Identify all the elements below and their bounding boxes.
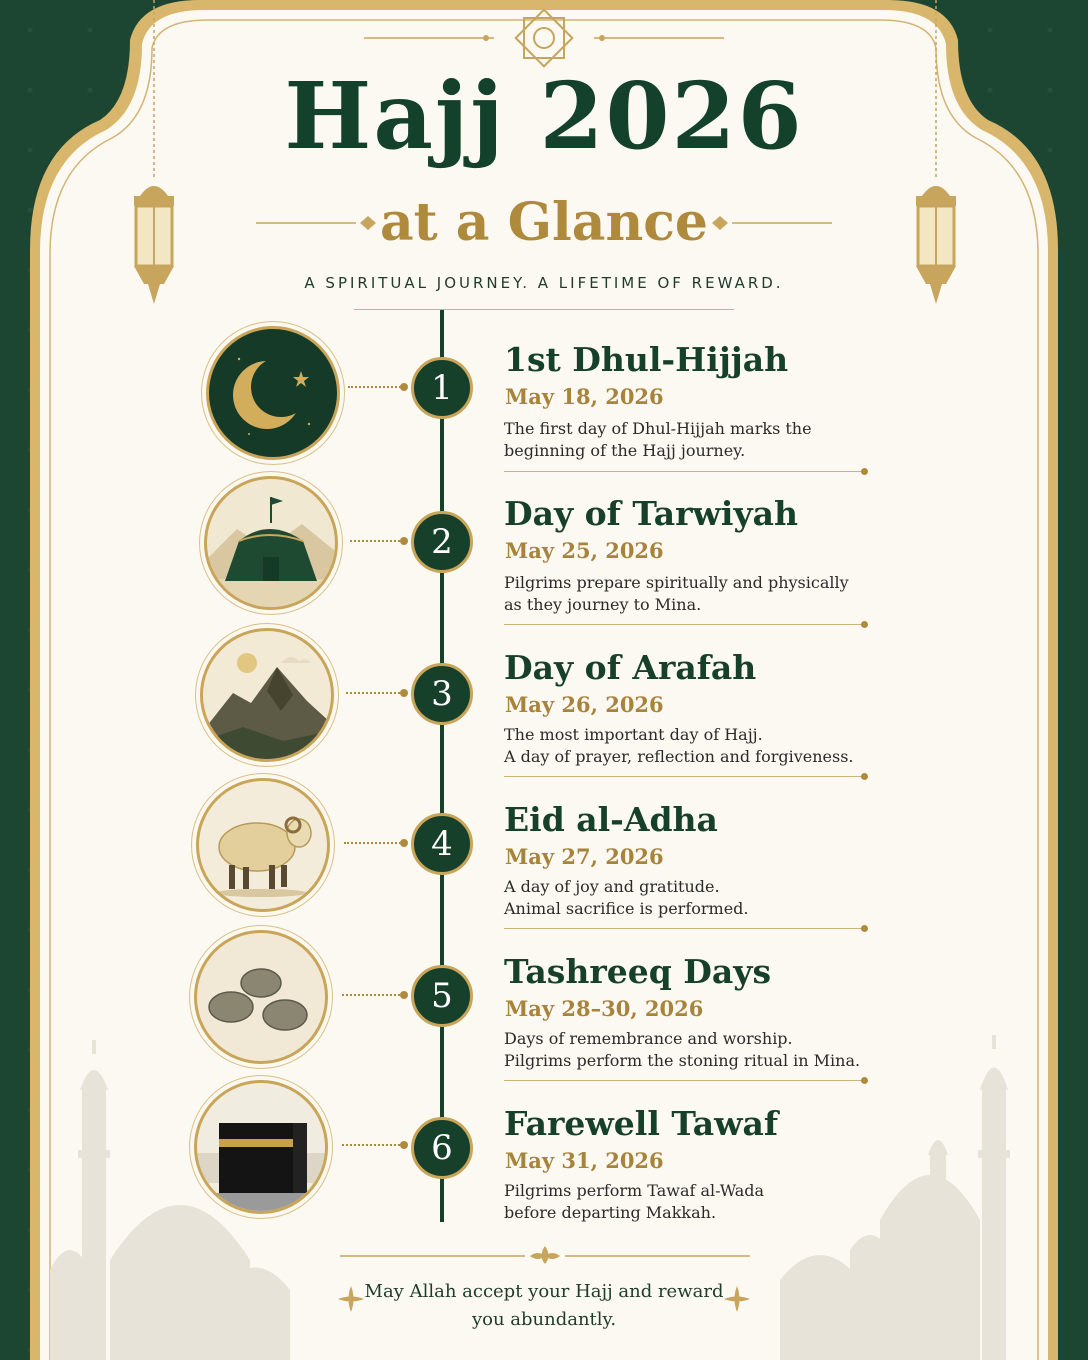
tagline-divider [354, 309, 734, 310]
tent-icon [204, 476, 338, 610]
item-date: May 27, 2026 [505, 844, 664, 869]
item-date: May 18, 2026 [505, 384, 664, 409]
timeline-item-1 [0, 320, 1088, 470]
item-title: Farewell Tawaf [504, 1104, 779, 1143]
step-number-badge: 4 [411, 813, 473, 875]
footer-ornament [340, 1242, 750, 1266]
item-title: Day of Tarwiyah [504, 494, 799, 533]
item-description: Days of remembrance and worship. Pilgrims perform the stoning ritual in Mina. [504, 1029, 861, 1070]
top-ornament [364, 8, 724, 70]
kaaba-icon [194, 1080, 328, 1214]
connector-dots [350, 540, 404, 542]
timeline-item-5 [0, 928, 1088, 1078]
connector-dots [342, 1144, 404, 1146]
page-subtitle: at a Glance [379, 192, 709, 253]
connector-dots [346, 692, 404, 694]
sheep-icon [196, 778, 330, 912]
item-date: May 25, 2026 [505, 538, 664, 563]
item-description: Pilgrims prepare spiritually and physically as they journey to Mina. [504, 573, 849, 614]
footer-blessing: May Allah accept your Hajj and reward you abundantly. [364, 1281, 724, 1330]
timeline-item-3 [0, 624, 1088, 774]
item-description: A day of joy and gratitude. Animal sacrifice is performed. [504, 877, 749, 918]
stones-icon [194, 930, 328, 1064]
timeline-item-2 [0, 472, 1088, 622]
timeline-item-6 [0, 1080, 1088, 1230]
item-date: May 26, 2026 [505, 692, 664, 717]
step-number-badge: 1 [411, 357, 473, 419]
crescent-moon-icon [206, 326, 340, 460]
step-number-badge: 2 [411, 511, 473, 573]
connector-dots [348, 386, 404, 388]
step-number-badge: 5 [411, 965, 473, 1027]
timeline-item-4 [0, 776, 1088, 926]
item-date: May 28–30, 2026 [505, 996, 704, 1021]
item-title: Day of Arafah [504, 648, 757, 687]
item-description: Pilgrims perform Tawaf al-Wada before departing Makkah. [504, 1181, 765, 1222]
step-number-badge: 6 [411, 1117, 473, 1179]
mountain-icon [200, 628, 334, 762]
item-title: Eid al-Adha [504, 800, 718, 839]
item-description: The first day of Dhul-Hijjah marks the beginning of the Hajj journey. [504, 419, 812, 460]
connector-dots [342, 994, 404, 996]
tagline: A SPIRITUAL JOURNEY. A LIFETIME OF REWARD. [304, 274, 784, 292]
item-date: May 31, 2026 [505, 1148, 664, 1173]
step-number-badge: 3 [411, 663, 473, 725]
item-title: Tashreeq Days [504, 952, 772, 991]
connector-dots [344, 842, 404, 844]
item-description: The most important day of Hajj. A day of prayer, reflection and forgiveness. [504, 725, 854, 766]
page-title: Hajj 2026 [284, 62, 804, 170]
item-title: 1st Dhul-Hijjah [504, 340, 789, 379]
